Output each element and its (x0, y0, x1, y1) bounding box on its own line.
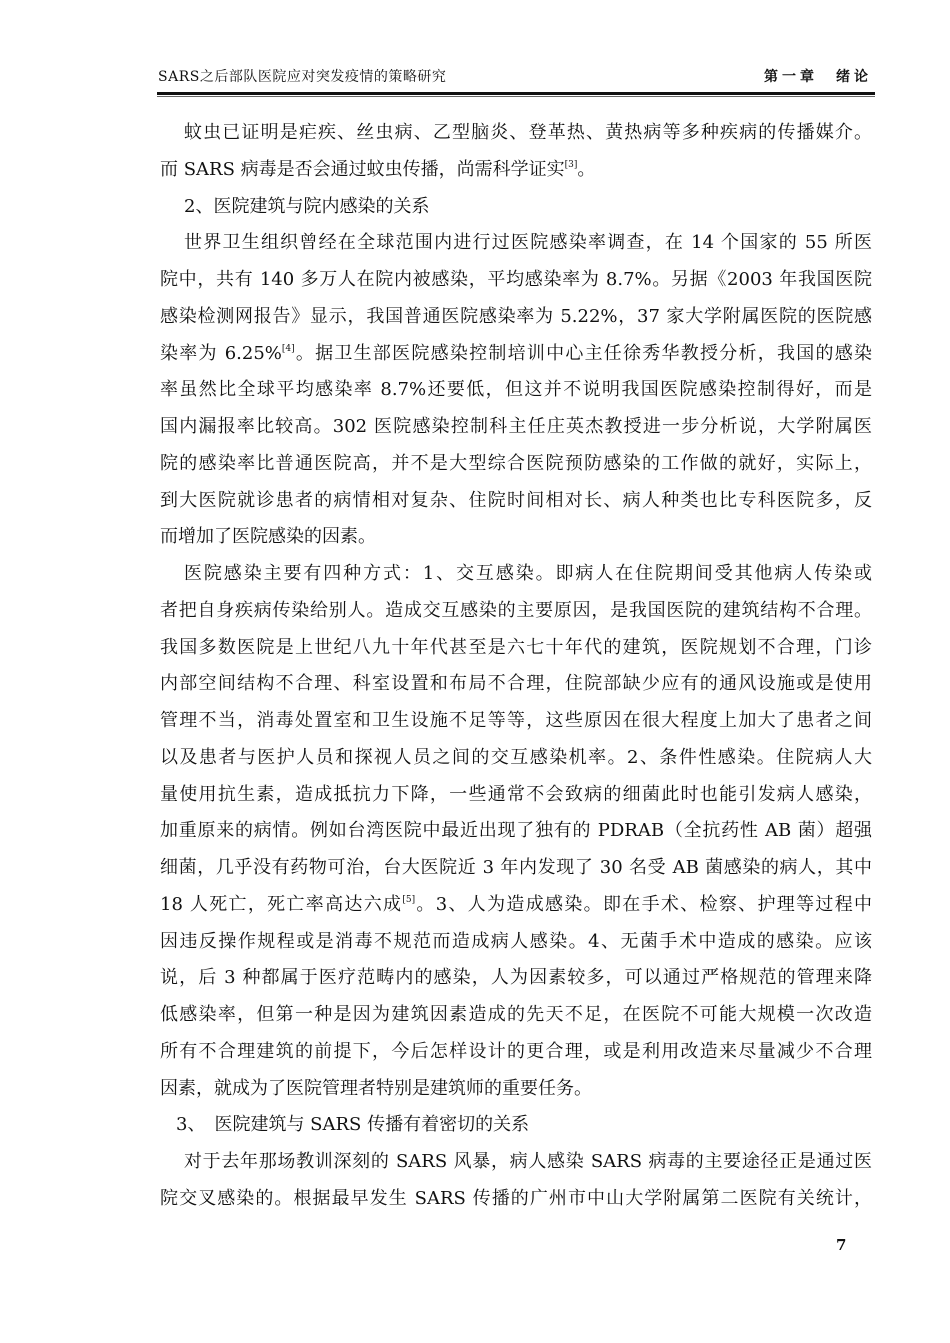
text-segment: 管理不当，消毒处置室和卫生设施不足等等，这些原因在很大程度上加大了患者之间 (160, 710, 872, 731)
text-line (160, 342, 872, 366)
text-segment: 到大医院就诊患者的病情相对复杂、住院时间相对长、病人种类也比专科医院多，反 (160, 489, 872, 511)
text-line (184, 562, 872, 586)
text-segment: 。据卫生部医院感染控制培训中心主任徐秀华教授分析，我国的感染 (294, 342, 872, 364)
text-line (160, 966, 872, 990)
text-segment: 对于去年那场教训深刻的 SARS 风暴，病人感染 SARS 病毒的主要途径正是通过医 (184, 1151, 872, 1172)
text-segment: 而增加了医院感染的因素。 (160, 526, 376, 548)
running-header-title: SARS之后部队医院应对突发疫情的策略研究 (158, 69, 447, 85)
text-line (160, 893, 872, 917)
text-segment: 量使用抗生素，造成抵抗力下降，一些通常不会致病的细菌此时也能引发病人感染， (160, 783, 872, 805)
text-line (160, 415, 872, 439)
text-line (160, 158, 872, 182)
header-rule (157, 92, 875, 95)
text-segment: 率虽然比全球平均感染率 8.7%还要低，但这并不说明我国医院感染控制得好，而是 (160, 379, 872, 401)
text-segment: 而 SARS 病毒是否会通过蚊虫传播，尚需科学证实 (160, 158, 565, 180)
text-line (160, 1187, 872, 1211)
text-segment: 者把自身疾病传染给别人。造成交互感染的主要原因，是我国医院的建筑结构不合理。 (160, 599, 872, 621)
text-line (160, 856, 872, 880)
text-segment: 世界卫生组织曾经在全球范围内进行过医院感染率调查，在 14 个国家的 55 所医 (184, 232, 872, 254)
text-line (160, 746, 872, 770)
text-line (160, 599, 872, 623)
text-segment: 低感染率，但第一种是因为建筑因素造成的先天不足，在医院不可能大规模一次改造 (160, 1004, 872, 1025)
section-heading (176, 1113, 888, 1137)
text-line (160, 378, 872, 402)
citation-reference: [3] (564, 159, 578, 170)
text-segment: 院的感染率比普通医院高，并不是大型综合医院预防感染的工作做的就好，实际上， (160, 452, 872, 474)
text-line (160, 636, 872, 660)
text-line (160, 819, 872, 843)
text-line (184, 121, 872, 145)
text-segment: 感染检测网报告》显示，我国普通医院感染率为 5.22%，37 家大学附属医院的医院感 (160, 305, 872, 327)
section-heading (184, 195, 896, 219)
text-segment: 染率为 6.25% (160, 342, 282, 364)
text-segment: 加重原来的病情。例如台湾医院中最近出现了独有的 PDRAB（全抗药性 AB 菌）超强 (160, 820, 872, 842)
text-segment: 细菌，几乎没有药物可治，台大医院近 3 年内发现了 30 名受 AB 菌感染的病人，其中 (160, 857, 872, 878)
page-number: 7 (836, 1236, 847, 1254)
text-segment: 3、 医院建筑与 SARS 传播有着密切的关系 (176, 1114, 530, 1136)
header-rule-thin (157, 96, 875, 97)
text-line (160, 709, 872, 733)
text-line (160, 1040, 872, 1064)
text-segment: 18 人死亡，死亡率高达六成 (160, 893, 403, 915)
text-segment: 。3、人为造成感染。即在手术、检察、护理等过程中 (415, 893, 873, 915)
text-line (160, 268, 872, 292)
text-segment: 。 (577, 158, 596, 180)
text-segment: 因违反操作规程或是消毒不规范而造成病人感染。4、无菌手术中造成的感染。应该 (160, 930, 872, 952)
text-segment: 蚊虫已证明是疟疾、丝虫病、乙型脑炎、登革热、黄热病等多种疾病的传播媒介。 (184, 122, 872, 143)
text-segment: 国内漏报率比较高。302 医院感染控制科主任庄英杰教授进一步分析说，大学附属医 (160, 416, 872, 437)
text-line (160, 452, 872, 476)
text-line (160, 783, 872, 807)
text-line (160, 489, 872, 513)
text-line (160, 1077, 872, 1101)
text-line (160, 1003, 872, 1027)
text-segment: 医院感染主要有四种方式：1、交互感染。即病人在住院期间受其他病人传染或 (184, 563, 872, 584)
citation-reference: [4] (281, 343, 295, 354)
text-line (160, 525, 872, 549)
text-segment: 说，后 3 种都属于医疗范畴内的感染，人为因素较多，可以通过严格规范的管理来降 (160, 967, 872, 989)
text-segment: 院交叉感染的。根据最早发生 SARS 传播的广州市中山大学附属第二医院有关统计， (160, 1187, 872, 1209)
citation-reference: [5] (402, 894, 416, 905)
text-segment: 因素，就成为了医院管理者特别是建筑师的重要任务。 (160, 1077, 592, 1099)
text-line (184, 1150, 872, 1174)
text-segment: 内部空间结构不合理、科室设置和布局不合理，住院部缺少应有的通风设施或是使用 (160, 673, 872, 695)
running-header-chapter: 第一章 绪论 (764, 69, 872, 85)
text-segment: 院中，共有 140 多万人在院内被感染，平均感染率为 8.7%。另据《2003 年我国医院 (160, 269, 872, 290)
text-segment: 我国多数医院是上世纪八九十年代甚至是六七十年代的建筑，医院规划不合理，门诊 (160, 636, 872, 658)
text-line (184, 231, 872, 255)
text-segment: 所有不合理建筑的前提下，今后怎样设计的更合理，或是利用改造来尽量减少不合理 (160, 1040, 872, 1062)
text-segment: 以及患者与医护人员和探视人员之间的交互感染机率。2、条件性感染。住院病人大 (160, 746, 872, 768)
text-segment: 2、医院建筑与院内感染的关系 (184, 195, 430, 217)
text-line (160, 305, 872, 329)
text-line (160, 672, 872, 696)
text-line (160, 930, 872, 954)
